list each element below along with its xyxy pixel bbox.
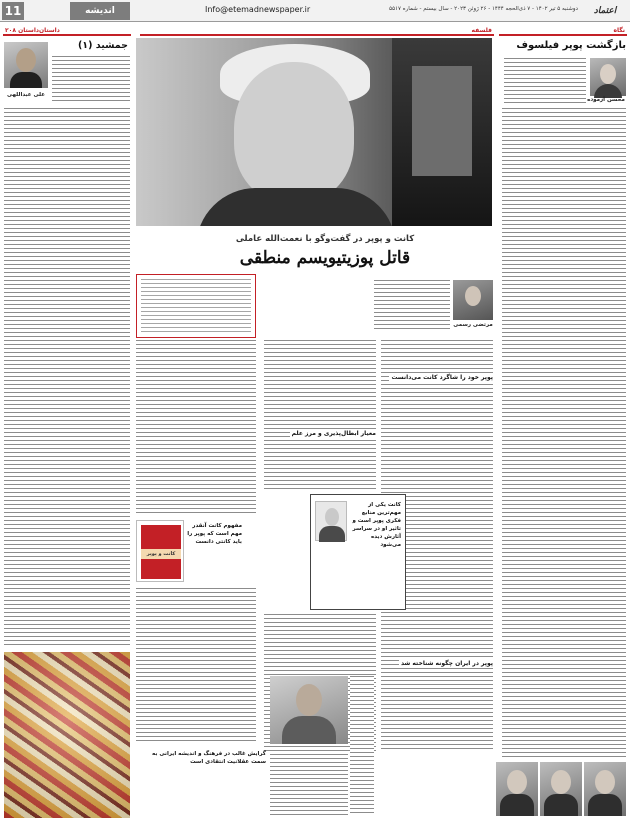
newspaper-logo: اعتماد: [593, 6, 617, 16]
dateline: دوشنبه ۵ تیر ۱۴۰۲ - ۷ ذی‌الحجه ۱۴۴۴ - ۲۶ ژوئن ۲۰۲۳ - سال بیستم - شماره ۵۵۱۷: [389, 6, 578, 12]
article-subhead: پوپر در ایران چگونه شناخته شد: [400, 660, 493, 667]
column-title: بازگشت پوپر فیلسوف: [516, 40, 626, 51]
page-number: 11: [2, 2, 24, 20]
section-label: نگاه: [613, 27, 625, 34]
section-strip-left: [3, 26, 131, 36]
story-text: [52, 56, 130, 104]
interviewee-photo: [270, 676, 348, 744]
section-label: داستان‌داستان ۲۰۸: [5, 27, 60, 34]
portrait-photo: [540, 762, 582, 816]
intro-box: [136, 274, 256, 338]
story-author-photo: [4, 42, 48, 88]
book-title: کانت و پوپر: [141, 549, 181, 559]
portrait-photo: [584, 762, 626, 816]
portrait-photo: [496, 762, 538, 816]
section-strip-middle: [140, 26, 494, 36]
intro-text: [141, 279, 251, 333]
main-photo: [136, 38, 492, 226]
contact-email: Info@etemadnewspaper.ir: [205, 5, 311, 14]
article-text: [264, 340, 376, 490]
author-photo: [590, 58, 626, 96]
story-illustration: [4, 652, 130, 818]
interviewer-photo: [453, 280, 493, 320]
article-text: [136, 340, 256, 516]
column-text: [504, 58, 586, 106]
pull-quote: گرایش غالب در فرهنگ و اندیشه ایرانی به سمت عقلانیت انتقادی است: [152, 751, 266, 765]
article-subhead: پوپر خود را شاگرد کانت می‌دانست: [391, 374, 493, 381]
book-cover: [136, 520, 184, 582]
page-header: [0, 0, 630, 22]
article-subhead: معیار ابطال‌پذیری و مرز علم: [291, 430, 376, 437]
kant-portrait: [315, 501, 347, 541]
section-strip-right: [499, 26, 627, 36]
pull-quote: کانت یکی از مهم‌ترین منابع فکری پوپر است و تاثیر او در سراسر آثارش دیده می‌شود: [352, 502, 401, 548]
article-text: [374, 280, 450, 332]
article-headline: قاتل پوزیتیویسم منطقی: [239, 248, 411, 268]
section-label: فلسفه: [471, 27, 492, 34]
pull-quote: مفهوم کانت آنقدر مهم است که پوپر را باید کانتی دانست: [187, 523, 242, 545]
article-kicker: کانت و پوپر در گفت‌وگو با نعمت‌الله عاملی: [235, 234, 415, 244]
pull-quote-box: [310, 494, 406, 610]
article-text: [136, 588, 256, 744]
author-name: محسن آزموده: [587, 97, 625, 103]
article-text: [270, 750, 348, 816]
article-text: [350, 676, 374, 816]
story-title: جمشید (۱): [77, 40, 128, 51]
column-text: [502, 108, 626, 758]
story-text: [4, 108, 130, 648]
interviewer-name: مرتضی رسمی: [453, 322, 493, 328]
section-name: اندیشه: [70, 2, 130, 20]
story-author: علی عبداللهی: [6, 92, 46, 98]
